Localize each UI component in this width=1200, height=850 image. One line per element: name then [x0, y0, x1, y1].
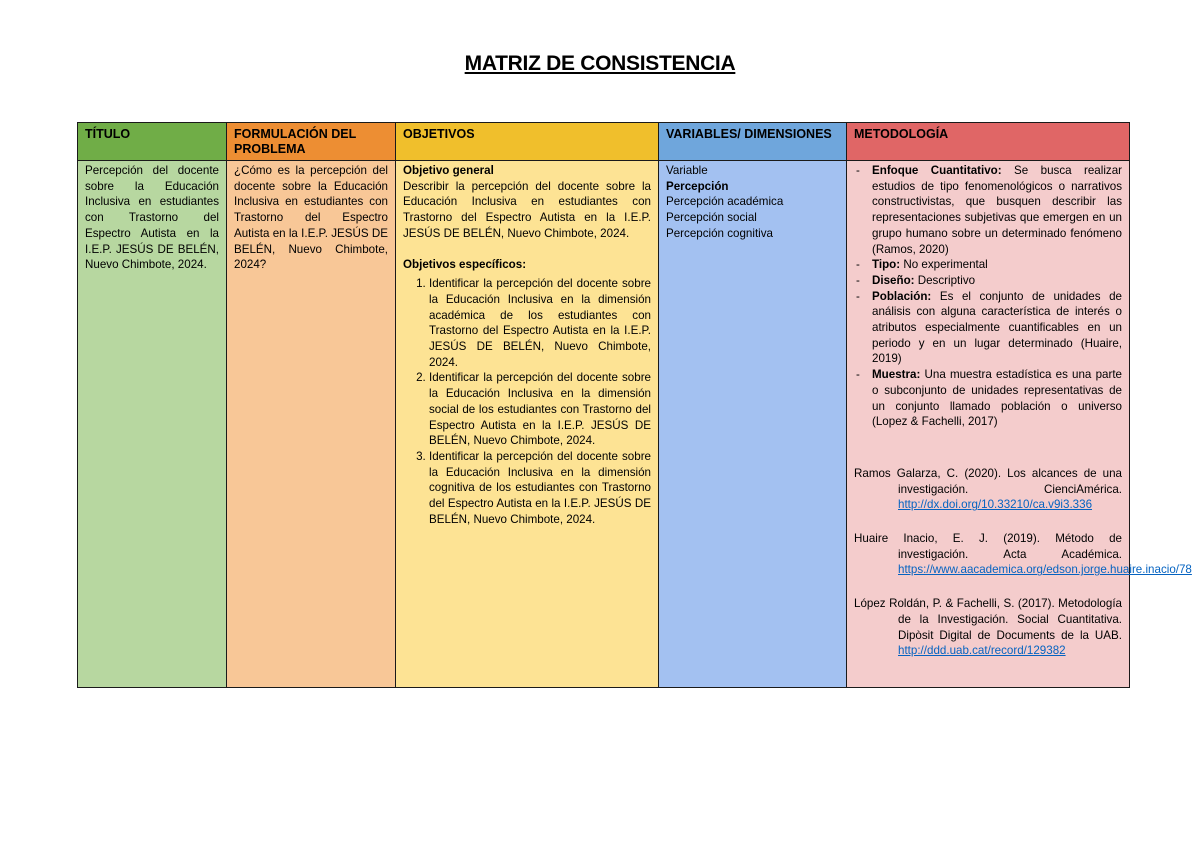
- item-term: Tipo:: [872, 258, 901, 272]
- table-body-row: [78, 161, 1130, 688]
- cell-metodologia: [847, 161, 1192, 688]
- list-item: [854, 273, 1122, 289]
- titulo-text: Percepción del docente sobre la Educación Inclusiva en estudiantes con Trastorno del Espectro Autista en la I.E.P. JESÚS DE BELÉN, Nuevo Chimbote, 2024.: [85, 164, 219, 272]
- objetivos-especificos-label: Objetivos específicos:: [403, 257, 527, 271]
- list-item: 3. Identificar la percepción del docente sobre la Educación Inclusiva en la dimensión cognitiva de los estudiantes con Trastorno del Espectro Autista en la I.E.P. JESÚS DE BELÉN, Nuevo Chimbote, 2024.: [429, 449, 651, 528]
- reference-text: Ramos Galarza, C. (2020). Los alcances de una investigación. CienciAmérica.: [854, 466, 1122, 496]
- variable-label: Variable: [666, 164, 708, 177]
- variable-name: Percepción: [666, 179, 729, 193]
- item-term: Población:: [872, 289, 932, 303]
- header-formulacion: FORMULACIÓN DEL PROBLEMA: [227, 123, 396, 161]
- objetivos-especificos-list: [403, 276, 651, 527]
- reference-link[interactable]: https://www.aacademica.org/edson.jorge.huaire.inacio/78: [898, 563, 1192, 577]
- objetivo-general-label: Objetivo general: [403, 164, 494, 177]
- formulacion-text: ¿Cómo es la percepción del docente sobre la Educación Inclusiva en estudiantes con Trastorno del Espectro Autista en la I.E.P. JESÚS DE BELÉN, Nuevo Chimbote, 2024?: [234, 164, 388, 272]
- item-text: No experimental: [900, 258, 988, 272]
- consistency-matrix-table: [77, 122, 1192, 688]
- dimension-item: Percepción social: [666, 211, 757, 225]
- list-item: 1. Identificar la percepción del docente sobre la Educación Inclusiva en la dimensión académica de los estudiantes con Trastorno del Espectro Autista en la I.E.P. JESÚS DE BELÉN, Nuevo Chimbote, 2024.: [429, 276, 651, 370]
- dimension-item: Percepción cognitiva: [666, 226, 773, 240]
- reference-item: [854, 531, 1192, 578]
- list-item: [854, 367, 1122, 430]
- reference-link[interactable]: http://dx.doi.org/10.33210/ca.v9i3.336: [898, 498, 1093, 512]
- header-titulo: TÍTULO: [78, 123, 227, 161]
- list-item: [854, 289, 1122, 368]
- reference-text: López Roldán, P. & Fachelli, S. (2017). Metodología de la Investigación. Social Cuantitativa. Dipòsit Digital de Documents de la UAB.: [854, 597, 1122, 642]
- reference-item: [854, 596, 1122, 659]
- item-term: Muestra:: [872, 368, 921, 382]
- header-metodologia: METODOLOGÍA: [847, 123, 1130, 161]
- item-text: Una muestra estadística es una parte o subconjunto de unidades representativas de un conjunto llamado población o universo (Lopez & Fachelli, 2017): [872, 368, 1122, 429]
- list-item: [854, 257, 1122, 273]
- cell-variables: [659, 161, 847, 688]
- list-item: 2. Identificar la percepción del docente sobre la Educación Inclusiva en la dimensión social de los estudiantes con Trastorno del Espectro Autista en la I.E.P. JESÚS DE BELÉN, Nuevo Chimbote, 2024.: [429, 370, 651, 449]
- cell-formulacion: [227, 161, 396, 688]
- header-objetivos: OBJETIVOS: [396, 123, 659, 161]
- item-text: Es el conjunto de unidades de análisis con alguna característica de interés o atributos especialmente cuantificables en un periodo y en un lugar determinado (Huaire, 2019): [872, 289, 1122, 366]
- item-term: Diseño:: [872, 273, 915, 287]
- table-header-row: [78, 123, 1130, 161]
- metodologia-list: [854, 163, 1122, 430]
- cell-titulo: [78, 161, 227, 688]
- reference-item: [854, 466, 1122, 513]
- reference-text: Huaire Inacio, E. J. (2019). Método de investigación. Acta Académica.: [854, 532, 1122, 561]
- header-variables: VARIABLES/ DIMENSIONES: [659, 123, 847, 161]
- page-title: MATRIZ DE CONSISTENCIA: [464, 52, 736, 75]
- dimension-item: Percepción académica: [666, 195, 784, 209]
- item-text: Se busca realizar estudios de tipo fenomenológicos o narrativos constructivistas, que busquen describir las representaciones subjetivas que emergen en un grupo humano sobre un determinado fenómeno (Ramos, 2020): [872, 164, 1122, 256]
- reference-link[interactable]: http://ddd.uab.cat/record/129382: [898, 644, 1066, 658]
- item-text: Descriptivo: [914, 273, 976, 287]
- item-term: Enfoque Cuantitativo:: [872, 164, 1002, 177]
- cell-objetivos: [396, 161, 659, 688]
- objetivo-general-text: Describir la percepción del docente sobre la Educación Inclusiva en estudiantes con Trastorno del Espectro Autista en la I.E.P. JESÚS DE BELÉN, Nuevo Chimbote, 2024.: [403, 179, 651, 240]
- list-item: [854, 163, 1122, 257]
